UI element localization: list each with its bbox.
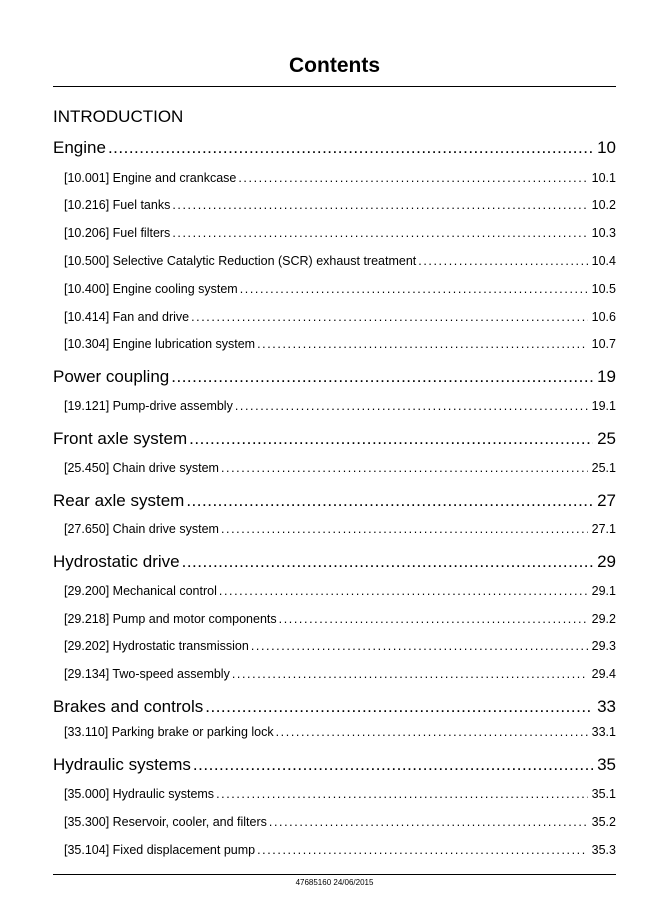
toc-subsection-entry[interactable] xyxy=(64,170,616,186)
toc-subsection-title: [10.216] Fuel tanks xyxy=(64,198,171,212)
toc-subsection-entry[interactable] xyxy=(64,521,616,537)
toc-subsection-title: [29.200] Mechanical control xyxy=(64,584,217,598)
dot-leader xyxy=(186,490,593,512)
toc-page-number: 25.1 xyxy=(591,461,616,475)
toc-subsection-entry[interactable] xyxy=(64,197,616,213)
toc-subsection-entry[interactable] xyxy=(64,309,616,325)
dot-leader xyxy=(238,170,587,186)
toc-page-number: 35.3 xyxy=(591,843,616,857)
toc-subsection-title: [27.650] Chain drive system xyxy=(64,522,219,536)
dot-leader xyxy=(193,754,593,776)
toc-subsection-entry[interactable] xyxy=(64,842,616,858)
toc-subsection-entry[interactable] xyxy=(64,724,616,740)
dot-leader xyxy=(205,696,593,718)
toc-page-number: 25 xyxy=(597,429,616,448)
dot-leader xyxy=(182,551,593,573)
toc-page-number: 29 xyxy=(597,552,616,571)
toc-subsection-title: [10.206] Fuel filters xyxy=(64,226,171,240)
toc-subsection-title: [29.202] Hydrostatic transmission xyxy=(64,639,249,653)
toc-section-entry[interactable] xyxy=(53,551,616,573)
dot-leader xyxy=(232,666,588,682)
toc-section-title: Brakes and controls xyxy=(53,697,204,716)
toc-page-number: 29.1 xyxy=(591,584,616,598)
dot-leader xyxy=(269,814,588,830)
toc-subsection-entry[interactable] xyxy=(64,638,616,654)
toc-page-number: 10.7 xyxy=(591,337,616,351)
dot-leader xyxy=(276,724,588,740)
toc-subsection-title: [10.001] Engine and crankcase xyxy=(64,171,237,185)
dot-leader xyxy=(418,253,587,269)
dot-leader xyxy=(172,197,587,213)
toc-subsection-entry[interactable] xyxy=(64,281,616,297)
dot-leader xyxy=(171,366,593,388)
toc-page-number: 29.2 xyxy=(591,612,616,626)
toc-page-number: 10.1 xyxy=(591,171,616,185)
toc-subsection-entry[interactable] xyxy=(64,225,616,241)
introduction-heading[interactable]: INTRODUCTION xyxy=(53,107,184,126)
dot-leader xyxy=(235,398,588,414)
toc-page-number: 27.1 xyxy=(591,522,616,536)
toc-section-entry[interactable] xyxy=(53,366,616,388)
toc-subsection-entry[interactable] xyxy=(64,611,616,627)
dot-leader xyxy=(221,460,588,476)
toc-subsection-title: [33.110] Parking brake or parking lock xyxy=(64,725,274,739)
toc-page-number: 27 xyxy=(597,491,616,510)
dot-leader xyxy=(108,137,593,159)
toc-page-number: 10.4 xyxy=(591,254,616,268)
toc-subsection-entry[interactable] xyxy=(64,253,616,269)
dot-leader xyxy=(172,225,587,241)
toc-subsection-title: [29.134] Two-speed assembly xyxy=(64,667,230,681)
toc-page-number: 19 xyxy=(597,367,616,386)
dot-leader xyxy=(240,281,588,297)
toc-section-title: Rear axle system xyxy=(53,491,185,510)
toc-subsection-entry[interactable] xyxy=(64,398,616,414)
toc-subsection-title: [29.218] Pump and motor components xyxy=(64,612,277,626)
toc-page-number: 35.2 xyxy=(591,815,616,829)
dot-leader xyxy=(257,842,588,858)
toc-section-entry[interactable] xyxy=(53,754,616,776)
dot-leader xyxy=(191,309,588,325)
toc-subsection-title: [19.121] Pump-drive assembly xyxy=(64,399,233,413)
toc-subsection-title: [10.414] Fan and drive xyxy=(64,310,190,324)
toc-page-number: 10.6 xyxy=(591,310,616,324)
toc-subsection-title: [35.104] Fixed displacement pump xyxy=(64,843,256,857)
toc-section-entry[interactable] xyxy=(53,428,616,450)
toc-page-number: 33 xyxy=(597,697,616,716)
toc-subsection-entry[interactable] xyxy=(64,460,616,476)
toc-page-number: 29.3 xyxy=(591,639,616,653)
toc-page-number: 10.5 xyxy=(591,282,616,296)
toc-page-number: 33.1 xyxy=(591,725,616,739)
toc-subsection-title: [25.450] Chain drive system xyxy=(64,461,219,475)
toc-subsection-title: [10.500] Selective Catalytic Reduction (SCR) exhaust treatment xyxy=(64,254,417,268)
toc-page-number: 10.2 xyxy=(591,198,616,212)
toc-subsection-title: [10.304] Engine lubrication system xyxy=(64,337,256,351)
page-footer: 47685160 24/06/2015 xyxy=(295,878,374,887)
toc-subsection-entry[interactable] xyxy=(64,336,616,352)
toc-page-number: 10.3 xyxy=(591,226,616,240)
footer-divider xyxy=(53,874,616,875)
toc-page-number: 35 xyxy=(597,755,616,774)
toc-subsection-title: [35.000] Hydraulic systems xyxy=(64,787,215,801)
toc-subsection-title: [10.400] Engine cooling system xyxy=(64,282,238,296)
toc-subsection-entry[interactable] xyxy=(64,786,616,802)
dot-leader xyxy=(279,611,588,627)
toc-section-entry[interactable] xyxy=(53,137,616,159)
toc-section-entry[interactable] xyxy=(53,490,616,512)
toc-page-number: 29.4 xyxy=(591,667,616,681)
toc-section-title: Hydraulic systems xyxy=(53,755,191,774)
toc-section-title: Engine xyxy=(53,138,106,157)
toc-subsection-entry[interactable] xyxy=(64,583,616,599)
toc-page-number: 19.1 xyxy=(591,399,616,413)
toc-page-number: 10 xyxy=(597,138,616,157)
dot-leader xyxy=(257,336,588,352)
dot-leader xyxy=(189,428,593,450)
toc-page-number: 35.1 xyxy=(591,787,616,801)
toc-section-title: Hydrostatic drive xyxy=(53,552,180,571)
toc-section-title: Power coupling xyxy=(53,367,170,386)
dot-leader xyxy=(216,786,588,802)
toc-section-title: Front axle system xyxy=(53,429,188,448)
toc-subsection-title: [35.300] Reservoir, cooler, and filters xyxy=(64,815,267,829)
page-title: Contents xyxy=(289,54,380,77)
toc-subsection-entry[interactable] xyxy=(64,666,616,682)
dot-leader xyxy=(219,583,588,599)
toc-section-entry[interactable] xyxy=(53,696,616,718)
dot-leader xyxy=(251,638,588,654)
dot-leader xyxy=(221,521,588,537)
toc-subsection-entry[interactable] xyxy=(64,814,616,830)
